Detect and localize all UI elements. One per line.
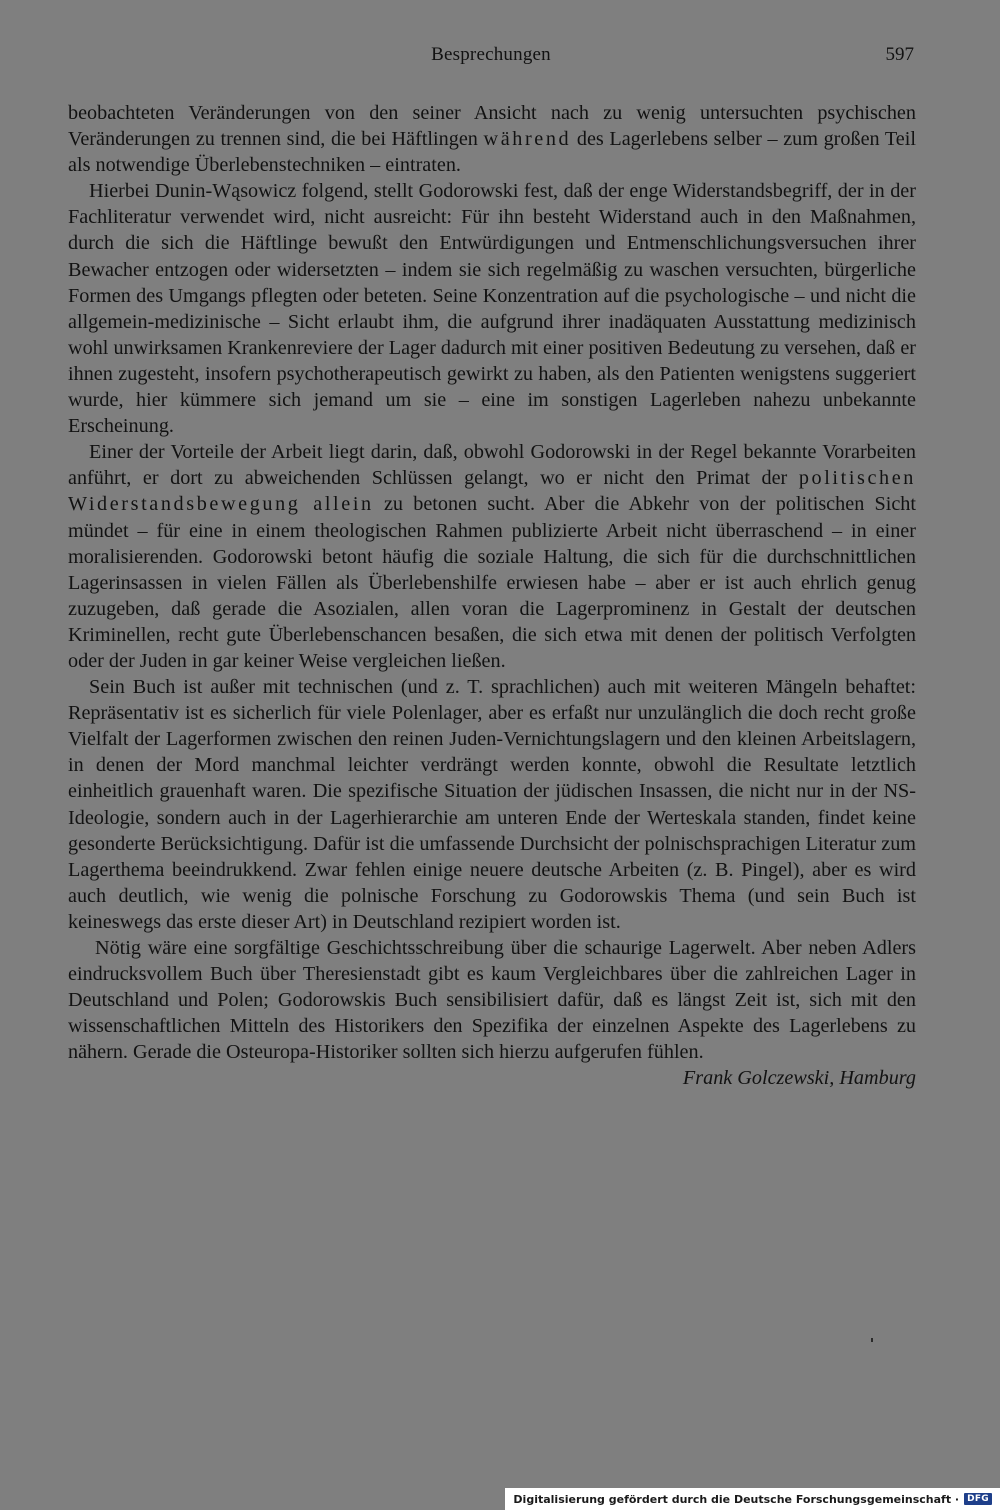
emphasis-waehrend: während xyxy=(483,128,572,151)
digitization-footer xyxy=(505,1488,1000,1510)
paragraph-1 xyxy=(68,100,916,178)
running-head: Besprechungen xyxy=(431,44,551,65)
paragraph-1-part-b: des Lagerlebens selber – zum großen Teil als notwendige Überlebenstechniken – eintraten. xyxy=(68,128,916,177)
page-number: 597 xyxy=(885,44,914,65)
emphasis-widerstandsbewegung: politischen Widerstandsbewegung allein xyxy=(68,467,916,516)
paragraph-1-part-a: beobachteten Veränderungen von den seiner Ansicht nach zu wenig untersuchten psychischen Veränderungen zu trennen sind, die bei Häftlingen xyxy=(68,102,916,151)
page-header xyxy=(68,44,914,72)
paragraph-3-part-a: Einer der Vorteile der Arbeit liegt darin, daß, obwohl Godorowski in der Regel bekannte Vorarbeiten anführt, er dort zu abweichenden Schlüssen gelangt, wo er nicht den Primat der xyxy=(68,441,916,490)
footer-text: Digitalisierung gefördert durch die Deutsche Forschungsgemeinschaft · xyxy=(513,1492,960,1506)
author-signature: Frank Golczewski, Hamburg xyxy=(682,1067,916,1090)
scan-speck xyxy=(871,1338,873,1342)
paragraph-2: Hierbei Dunin-Wąsowicz folgend, stellt Godorowski fest, daß der enge Widerstandsbegriff, der in der Fachliteratur verwendet wird, nicht ausreicht: Für ihn besteht Widerstand auch in den Maßnahmen, durch die sich die Häftlinge bewußt den Entwürdigungen und Entmenschlichungsversuchen ihrer Bewacher entzogen oder widersetzten – indem sie sich regelmäßig zu waschen versuchten, bürgerliche Formen des Umgangs pflegten oder beteten. Seine Konzentration auf die psychologische – und nicht die allgemein-medizinische – Sicht erlaubt ihm, die aufgrund ihrer inadäquaten Ausstattung medizinisch wohl unwirksamen Krankenreviere der Lager dadurch mit einer positiven Bedeutung zu versehen, daß er ihnen zugesteht, insofern psychotherapeutisch gewirkt zu haben, als den Patienten wenigstens suggeriert wurde, hier kümmere sich jemand um sie – eine im sonstigen Lagerleben nahezu unbekannte Erscheinung. xyxy=(68,180,916,438)
dfg-logo-icon: DFG xyxy=(964,1493,992,1505)
paragraph-3 xyxy=(68,439,916,674)
review-body xyxy=(68,100,916,1092)
paragraph-5: Nötig wäre eine sorgfältige Geschichtsschreibung über die schaurige Lagerwelt. Aber neben Adlers eindrucksvollem Buch über Theresienstadt gibt es kaum Vergleichbares über die zahlreichen Lager in Deutschland und Polen; Godorowskis Buch sensibilisiert dafür, daß es längst Zeit ist, sich mit den wissenschaftlichen Mitteln des Historikers den Spezifika der einzelnen Aspekte des Lagerlebens zu nähern. Gerade die Osteuropa-Historiker sollten sich hierzu aufgerufen fühlen. xyxy=(68,937,916,1064)
paragraph-4: Sein Buch ist außer mit technischen (und z. T. sprachlichen) auch mit weiteren Mängeln behaftet: Repräsentativ ist es sicherlich für viele Polenlager, aber es erfaßt nur unzulänglich die doch recht große Vielfalt der Lagerformen zwischen den reinen Juden-Vernichtungslagern und den kleinen Arbeitslagern, in denen der Mord manchmal leichter verdrängt werden konnte, obwohl die Resultate letztlich einheitlich grauenhaft waren. Die spezifische Situation der jüdischen Insassen, die nicht nur in der NS-Ideologie, sondern auch in der Lagerhierarchie am unteren Ende der Werteskala standen, findet keine gesonderte Berücksichtigung. Dafür ist die umfassende Durchsicht der polnischsprachigen Literatur zum Lagerthema beeindrukkend. Zwar fehlen einige neuere deutsche Arbeiten (z. B. Pingel), aber es wird auch deutlich, wie wenig die polnische Forschung zu Godorowskis Thema (und sein Buch ist keineswegs das erste dieser Art) in Deutschland rezipiert worden ist. xyxy=(68,676,916,933)
paragraph-3-part-b: zu betonen sucht. Aber die Abkehr von der politischen Sicht mündet – für eine in einem theologischen Rahmen publizierte Arbeit nicht überraschend – in einer moralisierenden. Godorowski betont häufig die soziale Haltung, die sich für die durchschnittlichen Lagerinsassen in vielen Fällen als Überlebenshilfe erwiesen habe – aber er ist auch ehrlich genug zuzugeben, daß gerade die Asozialen, allen voran die Lagerprominenz in Gestalt der deutschen Kriminellen, recht gute Überlebenschancen besaßen, die sich etwa mit denen der politisch Verfolgten oder der Juden in gar keiner Weise vergleichen ließen. xyxy=(68,493,916,672)
